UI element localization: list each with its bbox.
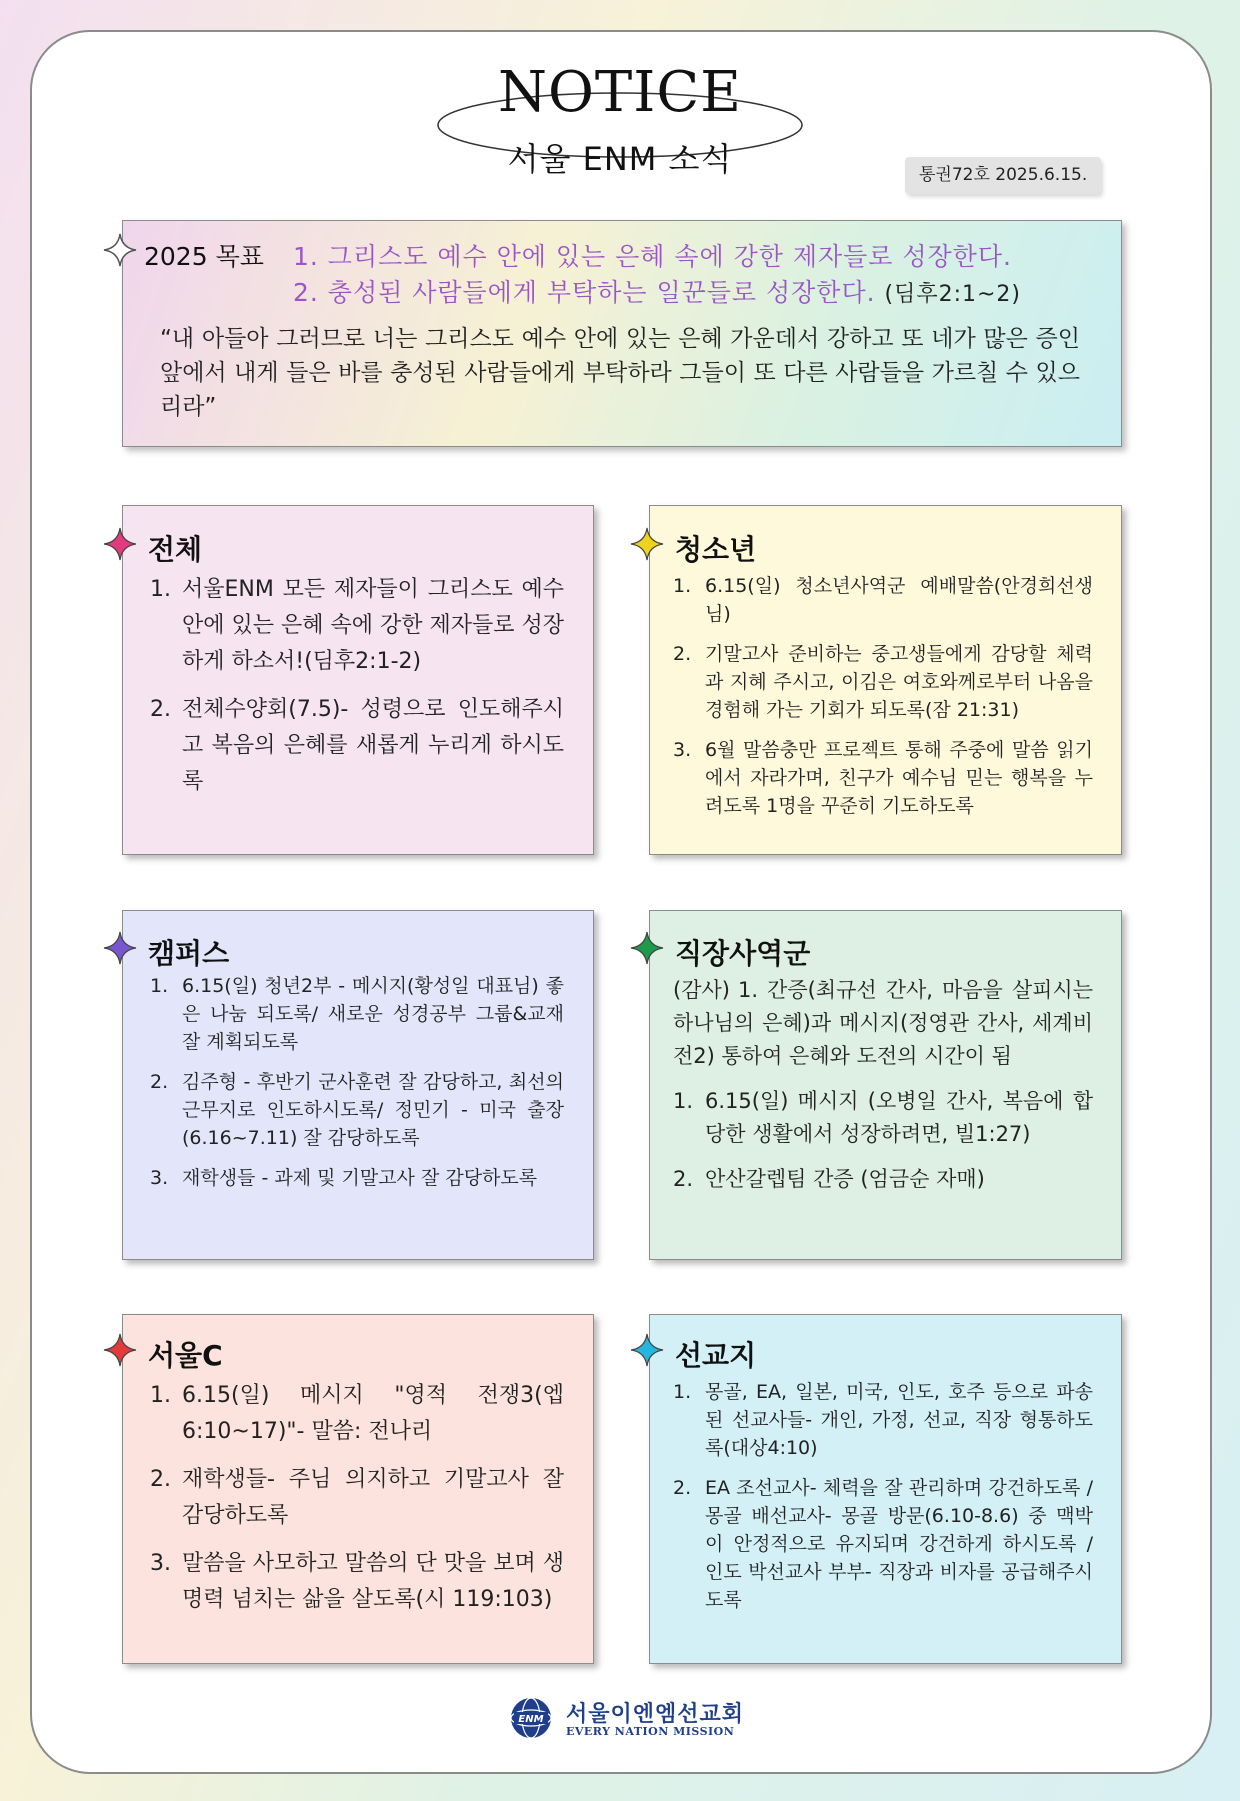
card-title: 청소년 [675, 533, 757, 566]
sparkle-icon [102, 232, 138, 268]
list-item [673, 1474, 1093, 1614]
list-item [673, 572, 1093, 628]
card-title: 직장사역군 [675, 937, 811, 970]
list-item-text: 안산갈렙팀 간증 (엄금순 자매) [705, 1167, 985, 1191]
list-item-number: (감사) [673, 978, 730, 1002]
card-title: 서울C [148, 1339, 223, 1372]
sparkle-icon [629, 930, 665, 966]
church-name-english: EVERY NATION MISSION [566, 1725, 735, 1738]
card-title: 전체 [148, 533, 203, 566]
list-item-number: 1. [673, 575, 692, 597]
list-item [150, 1462, 564, 1534]
list-item-text: 1. 간증(최규선 간사, 마음을 살피시는 하나님의 은혜)과 메시지(정영관 간사, 세계비전2) 통하여 은혜와 도전의 시간이 됨 [673, 978, 1093, 1068]
church-name: 서울이엔엠선교회 [566, 1702, 745, 1727]
list-item-number: 1. [150, 975, 169, 997]
list-item-text: EA 조선교사- 체력을 잘 관리하며 강건하도록 / 몽골 배선교사- 몽골 방문(6.10-8.6) 중 맥박이 안정적으로 유지되며 강건하게 하시도록 / 인도 박선교사 부부- 직장과 비자를 공급해주시도록 [705, 1477, 1093, 1611]
list-item-text: 재학생들- 주님 의지하고 기말고사 잘 감당하도록 [182, 1467, 564, 1528]
goal-line-2-text: 2. 충성된 사람들에게 부탁하는 일꾼들로 성장한다. [293, 278, 876, 307]
list-item [150, 572, 564, 680]
logo-text: ENM [518, 1714, 544, 1725]
list-item [673, 736, 1093, 820]
goal-line-2-ref: (딤후2:1~2) [884, 282, 1022, 307]
list-item-number: 1. [150, 577, 171, 602]
list-item [150, 1546, 564, 1618]
list-item-number: 3. [150, 1551, 171, 1576]
list-item-number: 2. [673, 643, 692, 665]
goal-line-2 [293, 273, 1021, 309]
list-item-number: 2. [150, 1071, 169, 1093]
list-item-text: 재학생들 - 과제 및 기말고사 잘 감당하도록 [182, 1167, 538, 1189]
list-item [150, 972, 564, 1056]
list-item-text: 6.15(일) 청년2부 - 메시지(황성일 대표님) 좋은 나눔 되도록/ 새로운 성경공부 그룹&교재 잘 계획되도록 [182, 975, 564, 1053]
list-item-text: 6.15(일) 메시지 (오병일 간사, 복음에 합당한 생활에서 성장하려면, 빌1:27) [705, 1089, 1093, 1146]
list-item-number: 1. [150, 1383, 171, 1408]
issue-badge: 통권72호 2025.6.15. [905, 157, 1101, 194]
card-title: 캠퍼스 [148, 937, 230, 970]
card-title: 선교지 [675, 1339, 757, 1372]
card-body [150, 1378, 564, 1630]
list-item-text: 전체수양회(7.5)- 성령으로 인도해주시고 복음의 은혜를 새롭게 누리게 하시도록 [182, 697, 564, 794]
card-body [150, 572, 564, 812]
list-item-text: 서울ENM 모든 제자들이 그리스도 예수 안에 있는 은혜 속에 강한 제자들로 성장하게 하소서!(딤후2:1-2) [182, 577, 564, 674]
list-item-text: 6.15(일) 청소년사역군 예배말씀(안경희선생님) [705, 575, 1093, 625]
list-item-number: 2. [150, 1467, 171, 1492]
card-body [673, 1378, 1093, 1626]
sparkle-icon [102, 1332, 138, 1368]
list-item [150, 692, 564, 800]
goal-label: 2025 목표 [144, 242, 264, 271]
list-item-number: 1. [673, 1089, 694, 1113]
list-item [150, 1068, 564, 1152]
card-body [673, 572, 1093, 832]
goal-line-1: 1. 그리스도 예수 안에 있는 은혜 속에 강한 제자들로 성장한다. [293, 242, 1012, 271]
list-item [150, 1164, 564, 1192]
list-item-number: 2. [673, 1167, 694, 1191]
card-body [150, 972, 564, 1204]
list-item-number: 2. [150, 697, 171, 722]
list-item-number: 2. [673, 1477, 692, 1499]
list-item-text: 김주형 - 후반기 군사훈련 잘 감당하고, 최선의 근무지로 인도하시도록/ 정민기 - 미국 출장(6.16~7.11) 잘 감당하도록 [182, 1071, 564, 1149]
list-item [673, 974, 1093, 1073]
list-item-text: 6.15(일) 메시지 "영적 전쟁3(엡6:10~17)"- 말씀: 전나리 [182, 1383, 564, 1444]
list-item [673, 640, 1093, 724]
list-item [150, 1378, 564, 1450]
sparkle-icon [629, 526, 665, 562]
list-item-text: 몽골, EA, 일본, 미국, 인도, 호주 등으로 파송된 선교사들- 개인, 가정, 선교, 직장 형통하도록(대상4:10) [705, 1381, 1093, 1459]
notice-title: NOTICE [497, 60, 743, 125]
sparkle-icon [629, 1332, 665, 1368]
sparkle-icon [102, 930, 138, 966]
card-body [673, 974, 1093, 1208]
list-item-text: 말씀을 사모하고 말씀의 단 맛을 보며 생명력 넘치는 삶을 살도록(시 119:103) [182, 1551, 564, 1612]
sparkle-icon [102, 526, 138, 562]
list-item-text: 기말고사 준비하는 중고생들에게 감당할 체력과 지혜 주시고, 이김은 여호와께로부터 나옴을 경험해 가는 기회가 되도록(잠 21:31) [705, 643, 1093, 721]
list-item-number: 1. [673, 1381, 692, 1403]
list-item-text: 6월 말씀충만 프로젝트 통해 주중에 말씀 읽기에서 자라가며, 친구가 예수님 믿는 행복을 누려도록 1명을 꾸준히 기도하도록 [705, 739, 1093, 817]
list-item [673, 1085, 1093, 1151]
notice-subtitle: 서울 ENM 소식 [507, 140, 733, 178]
list-item [673, 1163, 1093, 1196]
list-item-number: 3. [150, 1167, 169, 1189]
enm-globe-logo-icon [510, 1697, 552, 1739]
list-item-number: 3. [673, 739, 692, 761]
goal-quote: “내 아들아 그러므로 너는 그리스도 예수 안에 있는 은혜 가운데서 강하고 또 네가 많은 증인 앞에서 내게 들은 바를 충성된 사람들에게 부탁하라 그들이 또 다른 사람들을 가르칠 수 있으리라” [160, 326, 1080, 420]
list-item [673, 1378, 1093, 1462]
